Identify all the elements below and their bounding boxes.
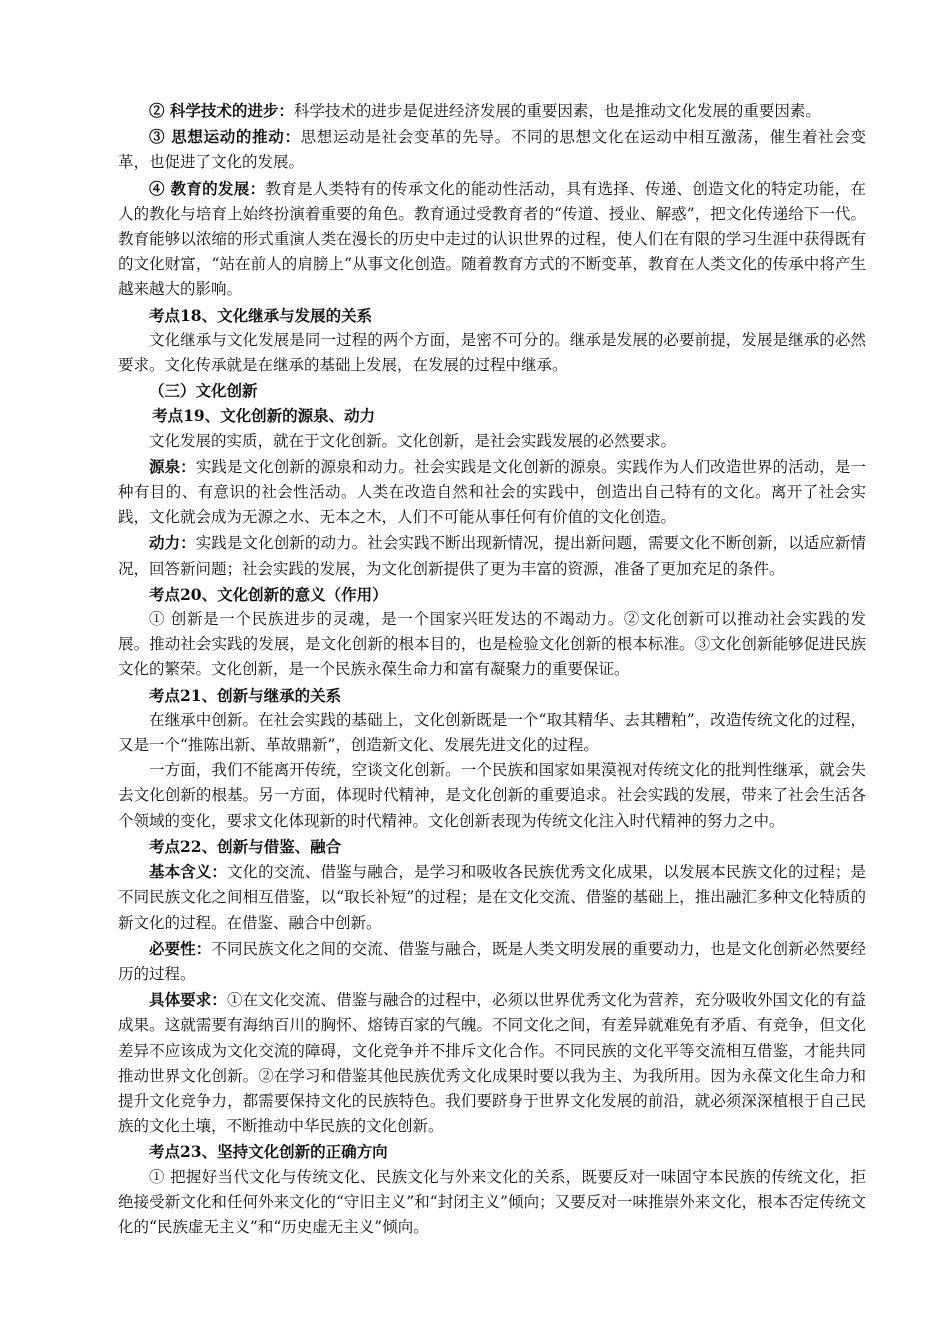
section-heading-20: 考点20、文化创新的意义（作用） (149, 584, 388, 604)
section-heading-19: 考点19、文化创新的源泉、动力 (152, 406, 376, 426)
paragraph-text: 思想运动是社会变革的先导。不同的思想文化在运动中相互激荡，催生着社会变革，也促进了文化的发展。 (118, 128, 866, 172)
paragraph-text: 实践是文化创新的源泉和动力。社会实践是文化创新的源泉。实践作为人们改造世界的活动，是一种有目的、有意识的社会性活动。人类在改造自然和社会的实践中，创造出自己特有的文化。离开了社会实践，文化就会成为无源之水、无本之木，人们不可能从事任何有价值的文化创造。 (118, 457, 866, 527)
paragraph-lead: ② 科学技术的进步： (149, 101, 294, 120)
section-heading-21: 考点21、创新与继承的关系 (149, 685, 342, 705)
section-heading-23: 考点23、坚持文化创新的正确方向 (149, 1142, 388, 1162)
paragraph-inherit-develop: 文化继承与文化发展是同一过程的两个方面，是密不可分的。继承是发展的必要前提，发展是继承的必然要求。文化传承就是在继承的基础上发展，在发展的过程中继承。 (118, 330, 866, 375)
paragraph-correct-direction: ① 把握好当代文化与传统文化、民族文化与外来文化的关系，既要反对一味固守本民族的传统文化，拒绝接受新文化和任何外来文化的“守旧主义”和“封闭主义”倾向；又要反对一味推崇外来文化，根本否定传统文化的“民族虚无主义”和“历史虚无主义”倾向。 (118, 1167, 866, 1236)
paragraph-text: 教育是人类特有的传承文化的能动性活动，具有选择、传递、创造文化的特定功能，在人的教化与培育上始终扮演着重要的角色。教育通过受教育者的“传道、授业、解惑”，把文化传递给下一代。教育能够以浓缩的形式重演人类在漫长的历史中走过的认识世界的过程，使人们在有限的学习生涯中获得既有的文化财富，“站在前人的肩膀上”从事文化创造。随着教育方式的不断变革，教育在人类文化的传承中将产生越来越大的影响。 (118, 179, 866, 299)
paragraph-lead: 基本含义： (149, 862, 227, 882)
paragraph-necessity (118, 936, 866, 987)
paragraph-text: 科学技术的进步是促进经济发展的重要因素，也是推动文化发展的重要因素。 (293, 102, 821, 120)
paragraph-source (118, 454, 866, 531)
paragraph-innovate-in-inheritance: 在继承中创新。在社会实践的基础上，文化创新既是一个“取其精华、去其糟粕”，改造传统文化的过程，又是一个“推陈出新、革故鼎新”，创造新文化、发展先进文化的过程。 (118, 710, 866, 755)
paragraph-lead: 具体要求： (149, 990, 227, 1010)
paragraph-lead: 动力： (149, 533, 196, 553)
paragraph-education (118, 176, 866, 303)
paragraph-text: 不同民族文化之间的交流、借鉴与融合，既是人类文明发展的重要动力，也是文化创新必然要经历的过程。 (118, 939, 866, 983)
paragraph-basic-meaning (118, 859, 866, 936)
paragraph-tradition-and-era: 一方面，我们不能离开传统，空谈文化创新。一个民族和国家如果漠视对传统文化的批判性继承，就会失去文化创新的根基。另一方面，体现时代精神，是文化创新的重要追求。社会实践的发展，带来了社会生活各个领域的变化，要求文化体现新的时代精神。文化创新表现为传统文化注入时代精神的努力之中。 (118, 761, 866, 830)
paragraph-lead: ④ 教育的发展： (149, 178, 266, 198)
paragraph-thought-movement (118, 124, 866, 175)
paragraph-text: 文化的交流、借鉴与融合，是学习和吸收各民族优秀文化成果，以发展本民族文化的过程；是不同民族文化之间相互借鉴，以“取长补短”的过程；是在文化交流、借鉴的基础上，推出融汇多种文化特质的新文化的过程。在借鉴、融合中创新。 (118, 863, 866, 932)
paragraph-text: 实践是文化创新的动力。社会实践不断出现新情况，提出新问题，需要文化不断创新，以适应新情况，回答新问题；社会实践的发展，为文化创新提供了更为丰富的资源，准备了更加充足的条件。 (118, 534, 866, 578)
paragraph-lead: 必要性： (149, 938, 212, 958)
paragraph-innovation-essence: 文化发展的实质，就在于文化创新。文化创新，是社会实践发展的必然要求。 (149, 431, 677, 450)
paragraph-science-tech (118, 98, 866, 124)
section-heading-22: 考点22、创新与借鉴、融合 (149, 836, 342, 856)
section-heading-18: 考点18、文化继承与发展的关系 (149, 305, 373, 325)
paragraph-requirements (118, 987, 866, 1139)
chapter-heading-innovation: （三）文化创新 (149, 381, 258, 401)
document-page (118, 98, 866, 1240)
paragraph-lead: 源泉： (149, 456, 196, 476)
paragraph-lead: ③ 思想运动的推动： (149, 127, 301, 147)
paragraph-motive (118, 530, 866, 581)
paragraph-significance: ① 创新是一个民族进步的灵魂，是一个国家兴旺发达的不竭动力。②文化创新可以推动社会实践的发展。推动社会实践的发展，是文化创新的根本目的，也是检验文化创新的根本标准。③文化创新能够促进民族文化的繁荣。文化创新，是一个民族永葆生命力和富有凝聚力的重要保证。 (118, 610, 866, 679)
paragraph-text: ①在文化交流、借鉴与融合的过程中，必须以世界优秀文化为营养，充分吸收外国文化的有益成果。这就需要有海纳百川的胸怀、熔铸百家的气魄。不同文化之间，有差异就难免有矛盾、有竞争，但文化差异不应该成为文化交流的障碍，文化竞争并不排斥文化合作。不同民族的文化平等交流相互借鉴，才能共同推动世界文化创新。②在学习和借鉴其他民族优秀文化成果时要以我为主、为我所用。因为永葆文化生命力和提升文化竞争力，都需要保持文化的民族特色。我们要跻身于世界文化发展的前沿，就必须深深植根于自己民族的文化土壤，不断推动中华民族的文化创新。 (118, 991, 866, 1136)
